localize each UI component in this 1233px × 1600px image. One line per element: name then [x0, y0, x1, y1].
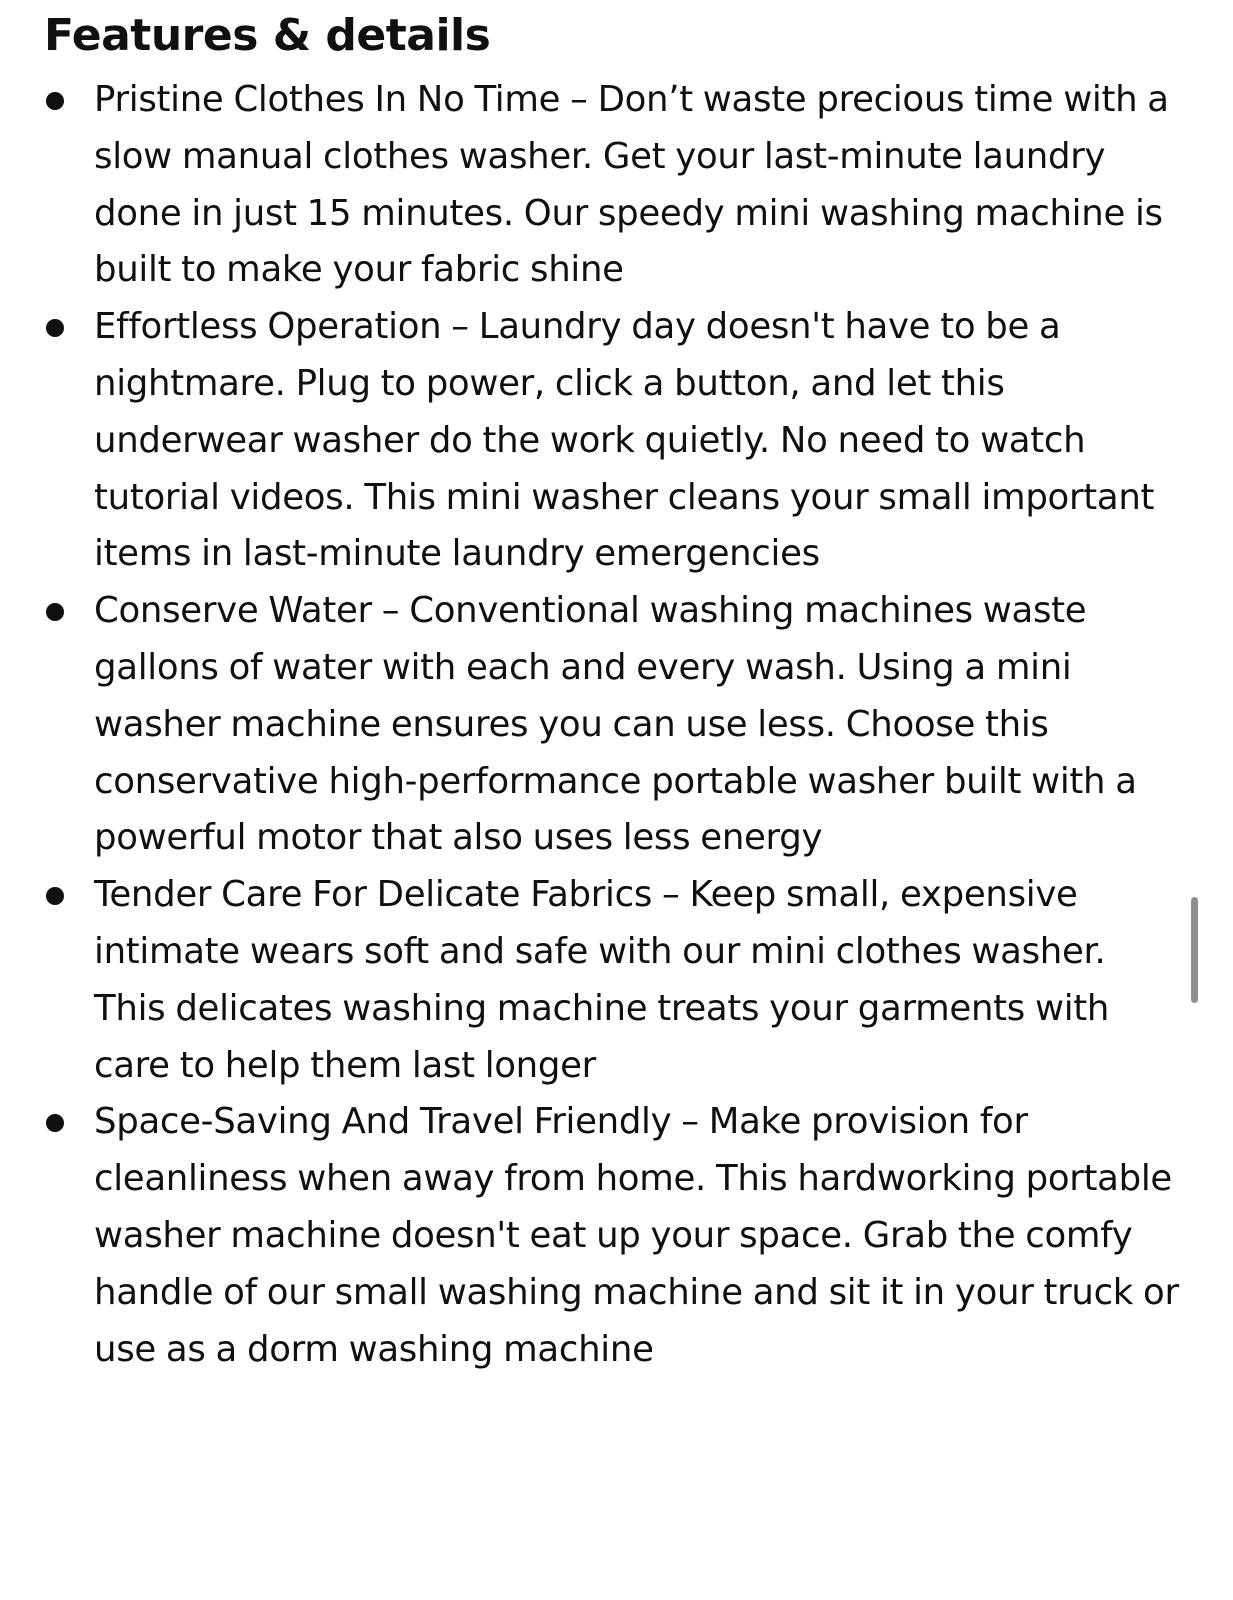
- bullet-icon: [46, 1114, 64, 1132]
- section-title: Features & details: [44, 10, 491, 61]
- bullet-icon: [46, 319, 64, 337]
- features-list: [44, 72, 1184, 1378]
- feature-text: Pristine Clothes In No Time – Don’t waste precious time with a slow manual clothes washer. Get your last-minute laundry done in just 15 minutes. Our speedy mini washing machine is built to make your fabric shine: [94, 79, 1169, 291]
- list-item: [44, 867, 1184, 1094]
- list-item: [44, 1094, 1184, 1378]
- feature-text: Effortless Operation – Laundry day doesn't have to be a nightmare. Plug to power, click a button, and let this underwear washer do the work quietly. No need to watch tutorial videos. This mini washer cleans your small important items in last-minute laundry emergencies: [94, 306, 1155, 575]
- list-item: [44, 72, 1184, 299]
- feature-text: Tender Care For Delicate Fabrics – Keep small, expensive intimate wears soft and safe with our mini clothes washer. This delicates washing machine treats your garments with care to help them last longer: [94, 874, 1110, 1086]
- list-item: [44, 299, 1184, 583]
- scrollbar-thumb[interactable]: [1191, 897, 1198, 1003]
- bullet-icon: [46, 887, 64, 905]
- features-details-section: [44, 0, 1184, 1378]
- list-item: [44, 583, 1184, 867]
- feature-text: Space-Saving And Travel Friendly – Make provision for cleanliness when away from home. This hardworking portable washer machine doesn't eat up your space. Grab the comfy handle of our small washing machine and sit it in your truck or use as a dorm washing machine: [94, 1101, 1179, 1370]
- bullet-icon: [46, 92, 64, 110]
- feature-text: Conserve Water – Conventional washing machines waste gallons of water with each and every wash. Using a mini washer machine ensures you can use less. Choose this conservative high-performance portable washer built with a powerful motor that also uses less energy: [94, 590, 1137, 859]
- bullet-icon: [46, 603, 64, 621]
